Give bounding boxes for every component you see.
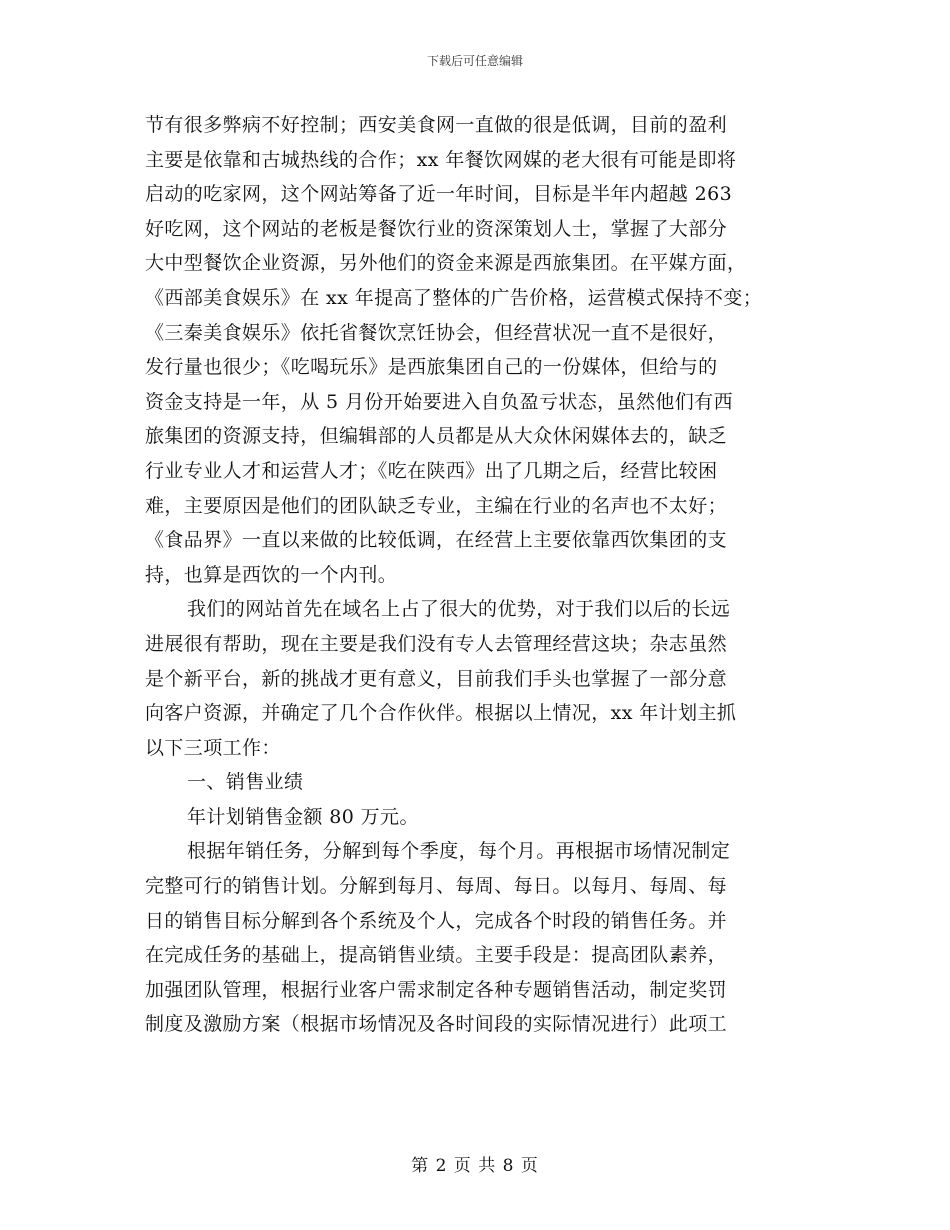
text-line: 主要是依靠和古城热线的合作；xx 年餐饮网媒的老大很有可能是即将 <box>145 148 737 171</box>
paragraph-start-line: 我们的网站首先在域名上占了很大的优势，对于我们以后的长远 <box>187 598 731 621</box>
text-line: 《西部美食娱乐》在 xx 年提高了整体的广告价格，运营模式保持不变； <box>145 286 763 309</box>
text-line: 日的销售目标分解到各个系统及个人，完成各个时段的销售任务。并 <box>145 909 728 932</box>
text-line: 行业专业人才和运营人才；《吃在陕西》出了几期之后，经营比较困 <box>145 459 718 482</box>
text-line: 启动的吃家网，这个网站筹备了近一年时间，目标是半年内超越 263 <box>145 183 733 206</box>
text-line: 是个新平台，新的挑战才更有意义，目前我们手头也掌握了一部分意 <box>145 667 728 690</box>
text-line: 好吃网，这个网站的老板是餐饮行业的资深策划人士，掌握了大部分 <box>145 217 728 240</box>
text-line: 进展很有帮助，现在主要是我们没有专人去管理经营这块；杂志虽然 <box>145 632 728 655</box>
page-number-footer: 第 2 页 共 8 页 <box>411 1156 539 1176</box>
text-line: 《三秦美食娱乐》依托省餐饮烹饪协会，但经营状况一直不是很好， <box>145 321 728 344</box>
text-line: 加强团队管理，根据行业客户需求制定各种专题销售活动，制定奖罚 <box>145 978 728 1001</box>
paragraph-start-line: 根据年销任务，分解到每个季度，每个月。再根据市场情况制定 <box>187 840 731 863</box>
page-header: 下载后可任意编辑 <box>426 54 523 68</box>
text-line: 完整可行的销售计划。分解到每月、每周、每日。以每月、每周、每 <box>145 875 728 898</box>
text-line: 持，也算是西饮的一个内刊。 <box>145 563 398 586</box>
text-line: 以下三项工作： <box>145 736 281 759</box>
document-body <box>145 108 810 1042</box>
text-line: 资金支持是一年，从 5 月份开始要进入自负盈亏状态，虽然他们有西 <box>145 390 733 413</box>
section-heading: 一、销售业绩 <box>187 771 304 794</box>
text-line: 在完成任务的基础上，提高销售业绩。主要手段是：提高团队素养， <box>145 944 728 967</box>
text-line: 向客户资源，并确定了几个合作伙伴。根据以上情况，xx 年计划主抓 <box>145 702 737 725</box>
text-line: 旅集团的资源支持，但编辑部的人员都是从大众休闲媒体去的，缺乏 <box>145 425 728 448</box>
text-line: 制度及激励方案（根据市场情况及各时间段的实际情况进行）此项工 <box>145 1013 728 1036</box>
text-line: 大中型餐饮企业资源，另外他们的资金来源是西旅集团。在平媒方面， <box>145 252 747 275</box>
text-line: 发行量也很少；《吃喝玩乐》是西旅集团自己的一份媒体，但给与的 <box>145 356 718 379</box>
text-line: 难，主要原因是他们的团队缺乏专业，主编在行业的名声也不太好； <box>145 494 728 517</box>
text-line: 《食品界》一直以来做的比较低调，在经营上主要依靠西饮集团的支 <box>145 529 728 552</box>
paragraph-start-line: 年计划销售金额 80 万元。 <box>187 805 419 828</box>
text-line: 节有很多弊病不好控制；西安美食网一直做的很是低调，目前的盈利 <box>145 114 728 136</box>
